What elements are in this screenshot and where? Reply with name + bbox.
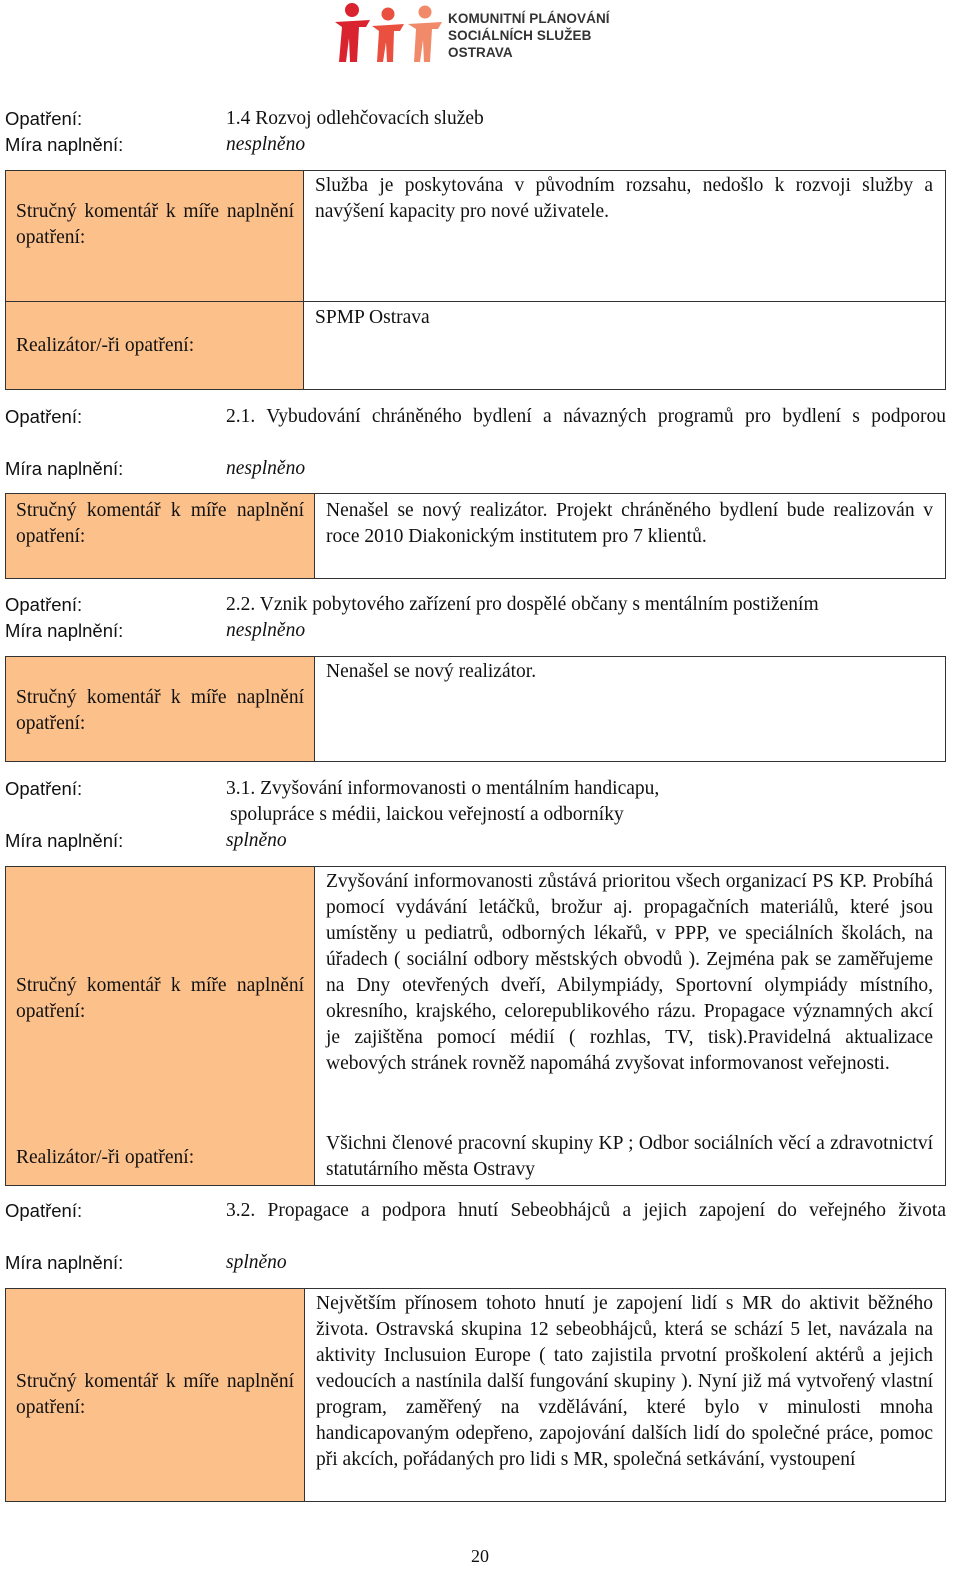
comment-label: Stručný komentář k míře naplnění opatření: [16, 687, 304, 734]
measure-table [5, 866, 946, 1186]
comment-text: Nenašel se nový realizátor. Projekt chráněného bydlení bude realizován v roce 2010 Diakonickým institutem pro 7 klientů. [326, 500, 933, 547]
status-value: nesplněno [226, 458, 306, 479]
measure-title-line-2: spolupráce s médii, laickou veřejností a odborníky [230, 804, 624, 825]
status-value: nesplněno [226, 620, 306, 641]
realizer-text: SPMP Ostrava [315, 307, 430, 328]
table-label-column [6, 867, 315, 1185]
realizer-label: Realizátor/-ři opatření: [16, 1147, 195, 1168]
status-label: Míra naplnění: [5, 458, 124, 479]
measure-label: Opatření: [5, 108, 83, 129]
measure-title: 2.1. Vybudování chráněného bydlení a návazných programů pro bydlení s podporou [226, 406, 946, 427]
comment-text: Nenašel se nový realizátor. [326, 661, 537, 682]
measure-table [5, 170, 946, 390]
measure-title-line-1: 3.1. Zvyšování informovanosti o mentálním handicapu, [226, 778, 660, 799]
logo-line-2: SOCIÁLNÍCH SLUŽEB [448, 28, 592, 43]
page-number: 20 [471, 1546, 489, 1566]
status-label: Míra naplnění: [5, 134, 124, 155]
measure-title: 2.2. Vznik pobytového zařízení pro dospělé občany s mentálním postižením [226, 594, 819, 615]
status-value: nesplněno [226, 134, 306, 155]
status-value: splněno [226, 830, 287, 851]
comment-label: Stručný komentář k míře naplnění opatření: [16, 975, 304, 1022]
comment-text: Služba je poskytována v původním rozsahu, nedošlo k rozvoji služby a navýšení kapacity pro nové uživatele. [315, 175, 933, 222]
measure-title: 3.2. Propagace a podpora hnutí Sebeobhájců a jejich zapojení do veřejného života [226, 1200, 946, 1221]
realizer-text: Všichni členové pracovní skupiny KP ; Odbor sociálních věcí a zdravotnictví statutárního města Ostravy [326, 1133, 933, 1180]
measure-label: Opatření: [5, 1200, 83, 1221]
realizer-label: Realizátor/-ři opatření: [16, 335, 195, 356]
comment-label: Stručný komentář k míře naplnění opatření: [16, 1371, 294, 1418]
logo-line-1: KOMUNITNÍ PLÁNOVÁNÍ [448, 11, 610, 26]
measure-table [5, 656, 946, 762]
measure-label: Opatření: [5, 406, 83, 427]
comment-label: Stručný komentář k míře naplnění opatření: [16, 201, 294, 248]
status-label: Míra naplnění: [5, 830, 124, 851]
measure-table [5, 1288, 946, 1502]
status-label: Míra naplnění: [5, 620, 124, 641]
measure-table [5, 493, 946, 579]
measure-title: 1.4 Rozvoj odlehčovacích služeb [226, 108, 484, 129]
logo-line-3: OSTRAVA [448, 45, 513, 60]
measure-label: Opatření: [5, 778, 83, 799]
logo-text [448, 10, 610, 61]
comment-text: Největším přínosem tohoto hnutí je zapojení lidí s MR do aktivit běžného života. Ostravská skupina 12 sebeobhájců, která se schází 5 let, navázala na aktivity Inclusuion Europe ( tato zajistila prvotní proškolení aktérů a jejich vedoucích a nastínila další fungování skupiny ). Nyní již má vytvořený vlastní program, zaměřený na vzdělávání, které bylo v minulosti mnoha handicapovaným odepřeno, zapojování dalších lidí do společné práce, pomoc při akcích, pořádaných pro lidi s MR, společná setkávání, vystoupení [316, 1293, 933, 1470]
status-label: Míra naplnění: [5, 1252, 124, 1273]
table-divider [6, 301, 945, 302]
status-value: splněno [226, 1252, 287, 1273]
comment-label: Stručný komentář k míře naplnění opatření: [16, 500, 304, 547]
measure-label: Opatření: [5, 594, 83, 615]
comment-text: Zvyšování informovanosti zůstává prioritou všech organizací PS KP. Probíhá pomocí vydávání letáčků, brožur aj. propagačních materiálů, které jsou umístěny u pediatrů, odborných lékařů, v PPP, ve speciálních školách, na úřadech ( sociální odbory městských obvodů ). Zejména pak se zaměřujeme na Dny otevřených dveří, Abilympiády, Sportovní olympiády místního, okresního, krajského, celorepublikového rázu. Propagace významných akcí je zajištěna pomocí médií ( rozhlas, TV, tisk).Pravidelná aktualizace webových stránek rovněž napomáhá zvyšovat informovanost veřejnosti. [326, 871, 933, 1074]
people-figures-icon [330, 0, 450, 70]
